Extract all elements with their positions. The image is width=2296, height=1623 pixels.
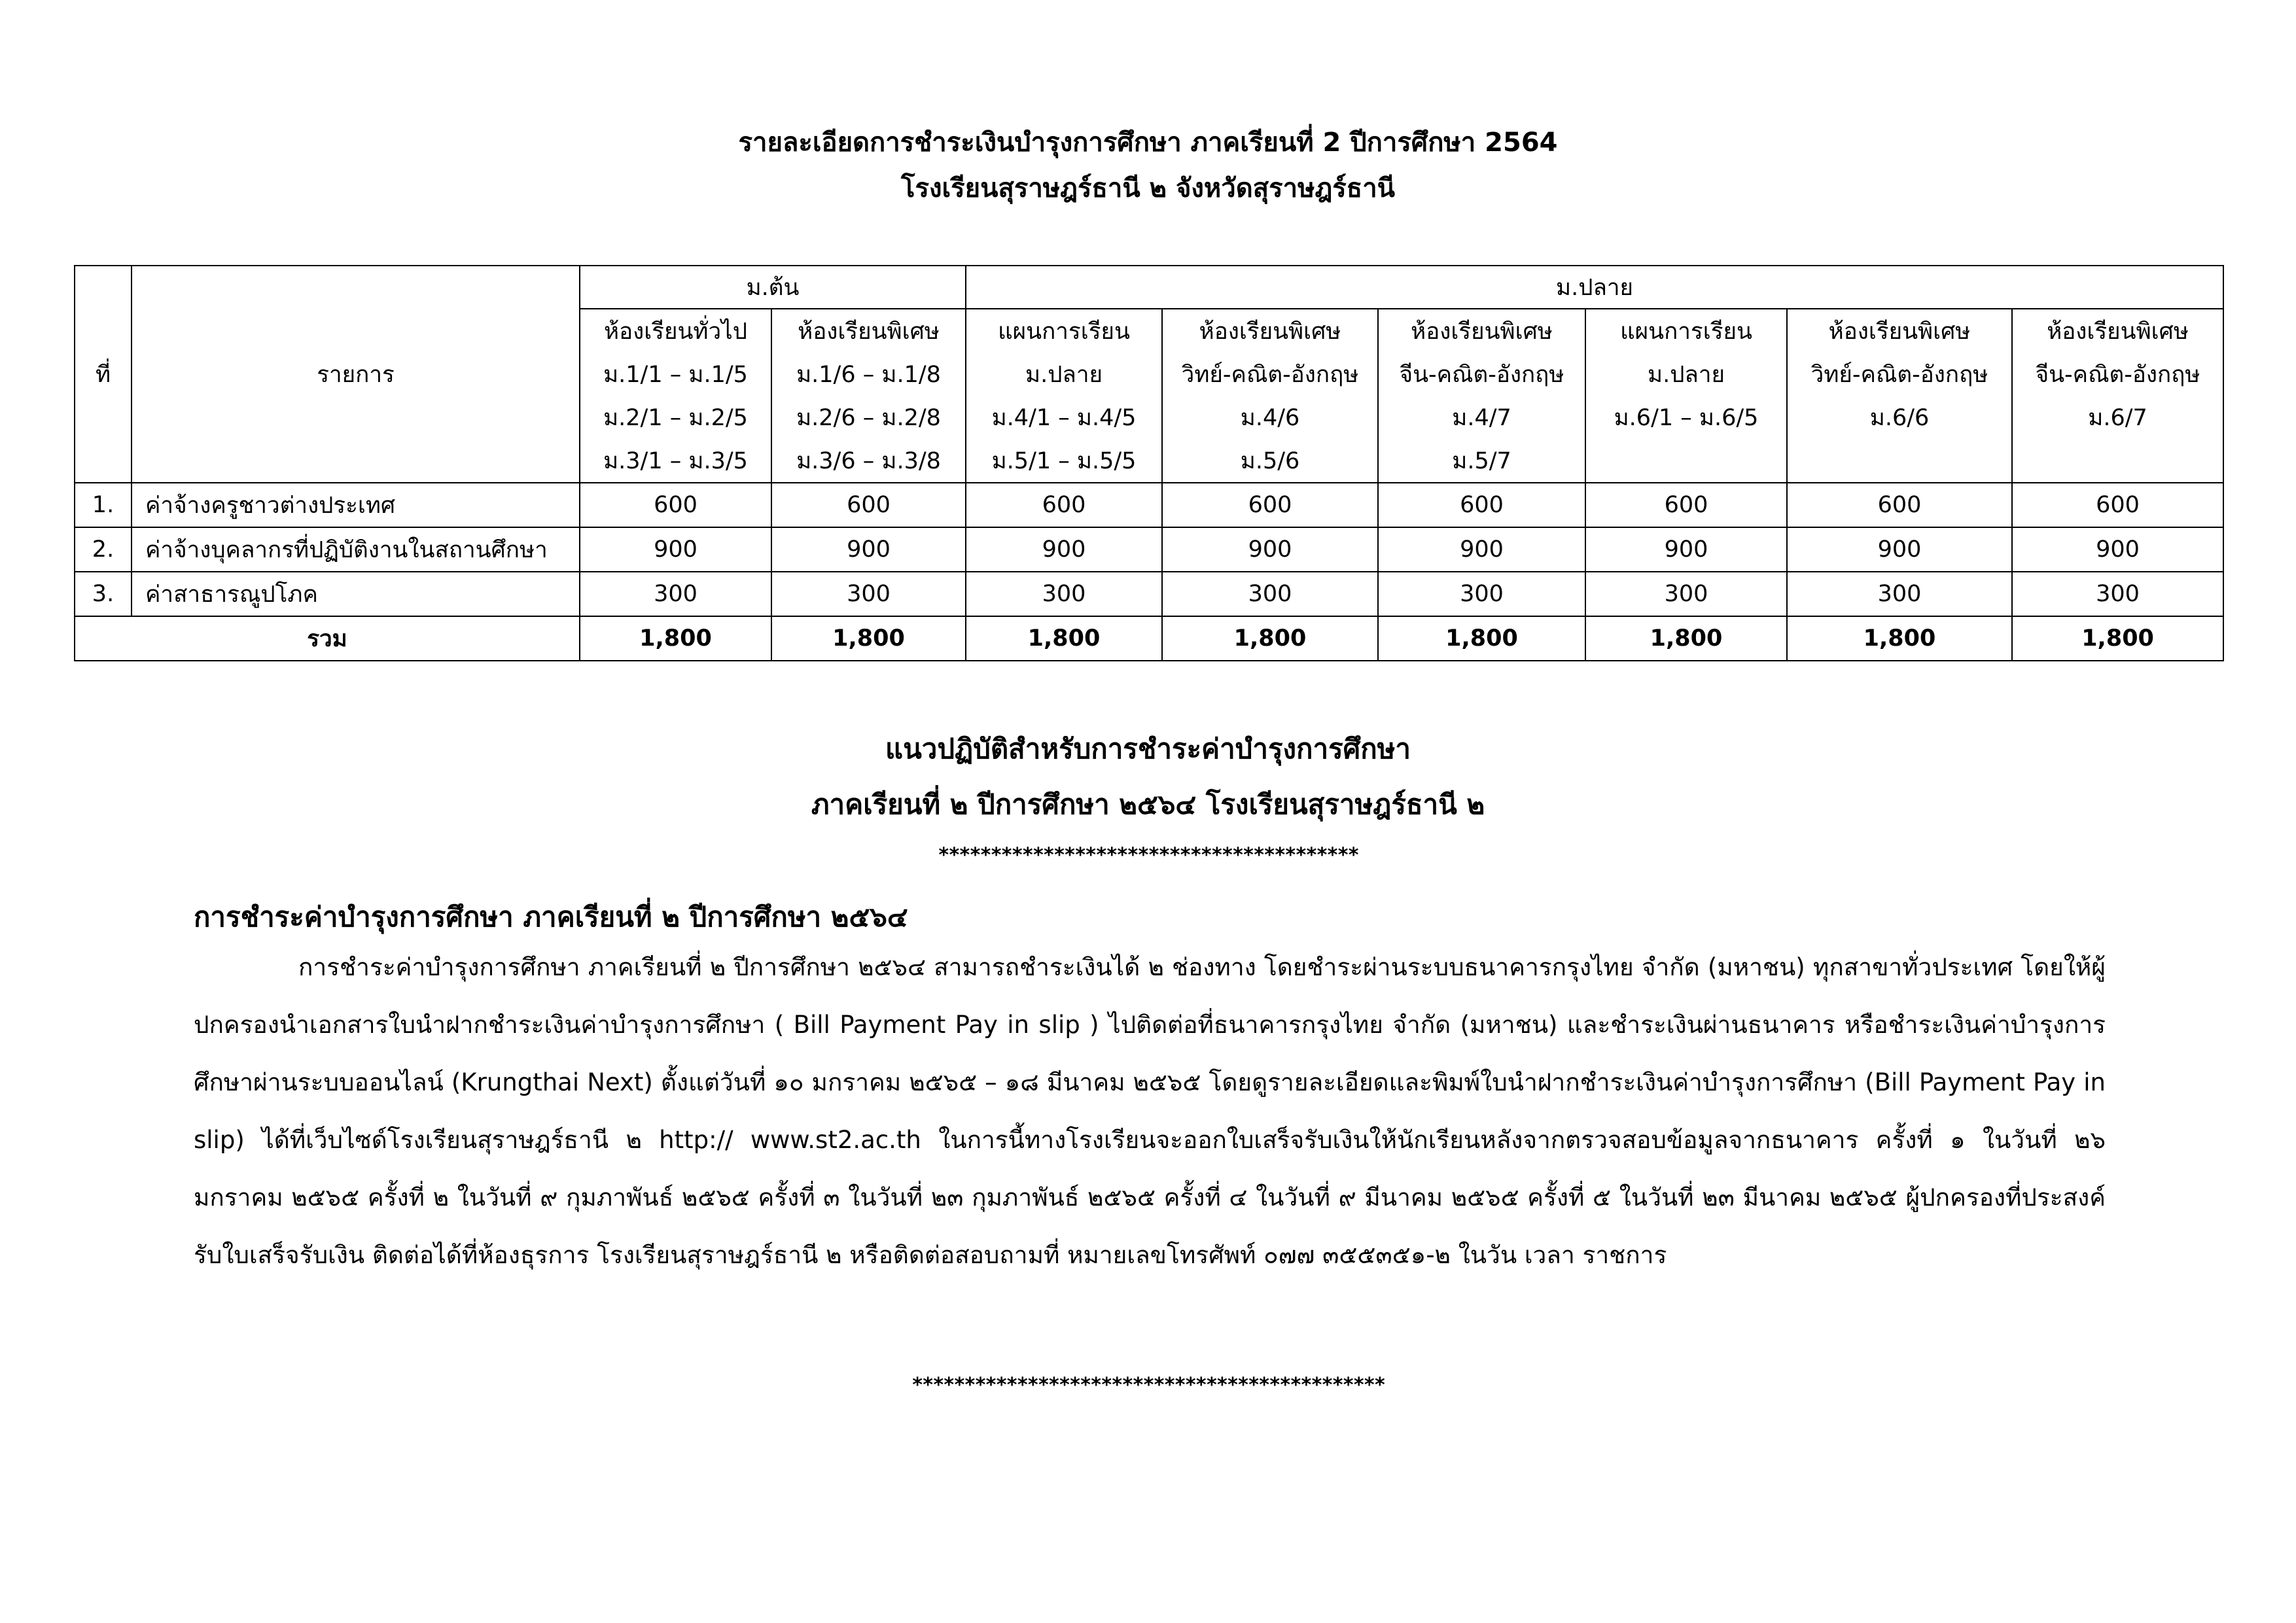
sub-header-cell: จีน-คณิต-อังกฤษ: [1378, 353, 1585, 396]
fee-cell: 300: [1585, 572, 1787, 616]
sub-header-cell: ม.ปลาย: [966, 353, 1162, 396]
col-header-item: รายการ: [132, 266, 580, 483]
sub-header-cell: ม.3/1 – ม.3/5: [580, 439, 771, 483]
total-cell: 1,800: [2012, 616, 2223, 661]
total-cell: 1,800: [966, 616, 1162, 661]
table-row: [75, 527, 2223, 572]
row-number: 3.: [75, 572, 132, 616]
sub-header-cell: ห้องเรียนพิเศษ: [771, 309, 966, 353]
document-title: รายละเอียดการชำระเงินบำรุงการศึกษา ภาคเรียนที่ 2 ปีการศึกษา 2564: [738, 128, 1558, 158]
sub-header-cell: แผนการเรียน: [966, 309, 1162, 353]
fee-cell: 300: [1162, 572, 1378, 616]
sub-header-cell: แผนการเรียน: [1585, 309, 1787, 353]
fee-cell: 600: [1378, 483, 1585, 527]
table-row: [75, 572, 2223, 616]
sub-header-cell: [1787, 439, 2012, 483]
sub-header-cell: ม.4/1 – ม.4/5: [966, 396, 1162, 439]
fee-cell: 600: [1585, 483, 1787, 527]
fee-cell: 600: [1162, 483, 1378, 527]
fee-cell: 600: [771, 483, 966, 527]
sub-header-cell: ห้องเรียนทั่วไป: [580, 309, 771, 353]
fee-cell: 900: [1585, 527, 1787, 572]
sub-header-cell: ม.1/6 – ม.1/8: [771, 353, 966, 396]
fee-cell: 900: [2012, 527, 2223, 572]
sub-header-cell: ม.3/6 – ม.3/8: [771, 439, 966, 483]
sub-header-cell: ม.4/6: [1162, 396, 1378, 439]
fee-table: [74, 265, 2224, 661]
fee-cell: 300: [1787, 572, 2012, 616]
divider-stars-bottom: *********************************************: [911, 1374, 1385, 1397]
total-cell: 1,800: [771, 616, 966, 661]
total-row: [75, 616, 2223, 661]
sub-header-cell: ม.1/1 – ม.1/5: [580, 353, 771, 396]
sub-header-cell: ม.4/7: [1378, 396, 1585, 439]
table-row: [75, 483, 2223, 527]
fee-cell: 300: [580, 572, 771, 616]
row-number: 1.: [75, 483, 132, 527]
sub-header-cell: ม.6/6: [1787, 396, 2012, 439]
divider-stars: ****************************************: [938, 844, 1358, 867]
sub-header-cell: จีน-คณิต-อังกฤษ: [2012, 353, 2223, 396]
fee-cell: 600: [1787, 483, 2012, 527]
group-header-upper-secondary: ม.ปลาย: [966, 266, 2223, 309]
row-item: ค่าจ้างบุคลากรที่ปฏิบัติงานในสถานศึกษา: [132, 527, 580, 572]
sub-header-cell: ม.ปลาย: [1585, 353, 1787, 396]
total-label: รวม: [75, 616, 580, 661]
fee-cell: 300: [1378, 572, 1585, 616]
guidelines-subtitle: ภาคเรียนที่ ๒ ปีการศึกษา ๒๕๖๔ โรงเรียนสุราษฎร์ธานี ๒: [811, 788, 1485, 820]
sub-header-cell: [2012, 439, 2223, 483]
sub-header-cell: ห้องเรียนพิเศษ: [1162, 309, 1378, 353]
fee-cell: 300: [771, 572, 966, 616]
sub-header-cell: ม.6/1 – ม.6/5: [1585, 396, 1787, 439]
row-number: 2.: [75, 527, 132, 572]
fee-cell: 900: [1787, 527, 2012, 572]
fee-cell: 600: [580, 483, 771, 527]
row-item: ค่าสาธารณูปโภค: [132, 572, 580, 616]
sub-header-cell: ม.5/6: [1162, 439, 1378, 483]
total-cell: 1,800: [1787, 616, 2012, 661]
fee-cell: 900: [580, 527, 771, 572]
sub-header-cell: ห้องเรียนพิเศษ: [1787, 309, 2012, 353]
section-heading: การชำระค่าบำรุงการศึกษา ภาคเรียนที่ ๒ ปีการศึกษา ๒๕๖๔: [194, 901, 908, 933]
sub-header-cell: วิทย์-คณิต-อังกฤษ: [1162, 353, 1378, 396]
guidelines-title: แนวปฏิบัติสำหรับการชำระค่าบำรุงการศึกษา: [885, 733, 1411, 765]
row-item: ค่าจ้างครูชาวต่างประเทศ: [132, 483, 580, 527]
fee-cell: 900: [1378, 527, 1585, 572]
fee-cell: 300: [2012, 572, 2223, 616]
fee-cell: 600: [966, 483, 1162, 527]
sub-header-cell: ห้องเรียนพิเศษ: [1378, 309, 1585, 353]
total-cell: 1,800: [580, 616, 771, 661]
sub-header-cell: ม.2/6 – ม.2/8: [771, 396, 966, 439]
fee-cell: 900: [771, 527, 966, 572]
total-cell: 1,800: [1162, 616, 1378, 661]
sub-header-cell: [1585, 439, 1787, 483]
fee-cell: 900: [1162, 527, 1378, 572]
col-header-no: ที่: [75, 266, 132, 483]
sub-header-cell: ห้องเรียนพิเศษ: [2012, 309, 2223, 353]
group-header-lower-secondary: ม.ต้น: [580, 266, 966, 309]
total-cell: 1,800: [1378, 616, 1585, 661]
fee-cell: 900: [966, 527, 1162, 572]
sub-header-cell: วิทย์-คณิต-อังกฤษ: [1787, 353, 2012, 396]
body-paragraph: การชำระค่าบำรุงการศึกษา ภาคเรียนที่ ๒ ปีการศึกษา ๒๕๖๔ สามารถชำระเงินได้ ๒ ช่องทาง โดยชำระผ่านระบบธนาคารกรุงไทย จำกัด (มหาชน) ทุกสาขาทั่วประเทศ โดยให้ผู้ปกครองนำเอกสารใบนำฝากชำระเงินค่าบำรุงการศึกษา ( Bill Payment Pay in slip ) ไปติดต่อที่ธนาคารกรุงไทย จำกัด (มหาชน) และชำระเงินผ่านธนาคาร หรือชำระเงินค่าบำรุงการศึกษาผ่านระบบออนไลน์ (Krungthai Next) ตั้งแต่วันที่ ๑๐ มกราคม ๒๕๖๕ – ๑๘ มีนาคม ๒๕๖๕ โดยดูรายละเอียดและพิมพ์ใบนำฝากชำระเงินค่าบำรุงการศึกษา (Bill Payment Pay in slip) ได้ที่เว็บไซด์โรงเรียนสุราษฎร์ธานี ๒ http:// www.st2.ac.th ในการนี้ทางโรงเรียนจะออกใบเสร็จรับเงินให้นักเรียนหลังจากตรวจสอบข้อมูลจากธนาคาร ครั้งที่ ๑ ในวันที่ ๒๖ มกราคม ๒๕๖๕ ครั้งที่ ๒ ในวันที่ ๙ กุมภาพันธ์ ๒๕๖๕ ครั้งที่ ๓ ในวันที่ ๒๓ กุมภาพันธ์ ๒๕๖๕ ครั้งที่ ๔ ในวันที่ ๙ มีนาคม ๒๕๖๕ ครั้งที่ ๕ ในวันที่ ๒๓ มีนาคม ๒๕๖๕ ผู้ปกครองที่ประสงค์รับใบเสร็จรับเงิน ติดต่อได้ที่ห้องธุรการ โรงเรียนสุราษฎร์ธานี ๒ หรือติดต่อสอบถามที่ หมายเลขโทรศัพท์ ๐๗๗ ๓๕๕๓๕๑-๒ ในวัน เวลา ราชการ: [194, 953, 2106, 1269]
sub-header-cell: ม.6/7: [2012, 396, 2223, 439]
total-cell: 1,800: [1585, 616, 1787, 661]
sub-header-cell: ม.2/1 – ม.2/5: [580, 396, 771, 439]
sub-header-cell: ม.5/1 – ม.5/5: [966, 439, 1162, 483]
school-name: โรงเรียนสุราษฎร์ธานี ๒ จังหวัดสุราษฎร์ธานี: [901, 173, 1395, 203]
fee-cell: 600: [2012, 483, 2223, 527]
fee-cell: 300: [966, 572, 1162, 616]
sub-header-cell: ม.5/7: [1378, 439, 1585, 483]
